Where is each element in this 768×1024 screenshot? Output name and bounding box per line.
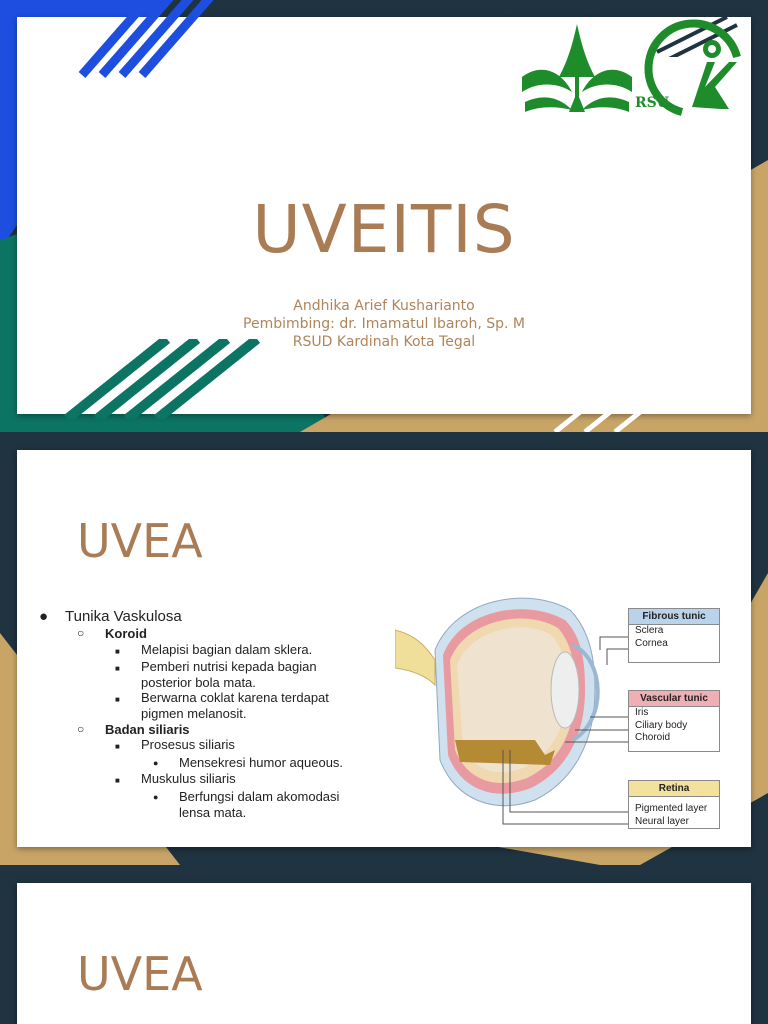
white-stripes-decoration [550,412,670,432]
legend-item: Iris [635,707,649,718]
slide-heading: UVEA [77,947,203,1001]
retina-heading: Retina [629,781,719,797]
legend-item: Choroid [635,732,671,743]
list-item: ● Tunika Vaskulosa [39,608,182,625]
slide-3[interactable] [0,866,768,1024]
list-item: ● Mensekresi humor aqueous. [153,754,344,770]
slide-2-card [17,450,751,847]
author-name: Andhika Arief Kusharianto [293,298,475,314]
list-item: ■ Melapisi bagian dalam sklera. [115,641,313,657]
teal-stripes-decoration [17,339,277,419]
retina-legend [628,780,720,829]
eye-anatomy-diagram [395,590,708,830]
vascular-tunic-heading: Vascular tunic [629,691,719,707]
slide-subtitle [17,297,751,351]
supervisor-line: Pembimbing: dr. Imamatul Ibaroh, Sp. M [243,316,525,332]
slide-2[interactable] [0,433,768,865]
list-item: ■ Muskulus siliaris [115,771,236,787]
hospital-name: RSUD Kardinah Kota Tegal [292,334,476,350]
list-item: ■ Berwarna coklat karena terdapat pigmen melanosit. [115,690,329,721]
blue-stripes-decoration [72,0,292,80]
bullet-list [35,608,385,820]
slide-1-card [17,17,751,414]
fibrous-tunic-heading: Fibrous tunic [629,609,719,625]
fibrous-tunic-legend [628,608,720,663]
slide-3-card [17,883,751,1024]
list-item: ○ Koroid [77,626,147,641]
slide-title: UVEITIS [252,191,516,268]
list-item: ● Berfungsi dalam akomodasi lensa mata. [153,788,340,820]
legend-item: Neural layer [635,815,689,827]
green-emblem-icon [517,22,637,112]
hospital-logo-text: RSU [635,95,669,111]
legend-item: Sclera [635,625,664,636]
slide-heading: UVEA [77,514,203,568]
list-item: ■ Prosesus siliaris [115,737,235,753]
legend-item: Ciliary body [635,719,688,731]
slide-1[interactable] [0,0,768,432]
list-item: ○ Badan siliaris [77,721,190,737]
list-item: ■ Pemberi nutrisi kepada bagian posterior bola mata. [115,659,317,690]
legend-item: Cornea [635,637,668,649]
vascular-tunic-legend [628,690,720,752]
legend-item: Pigmented layer [635,803,708,814]
